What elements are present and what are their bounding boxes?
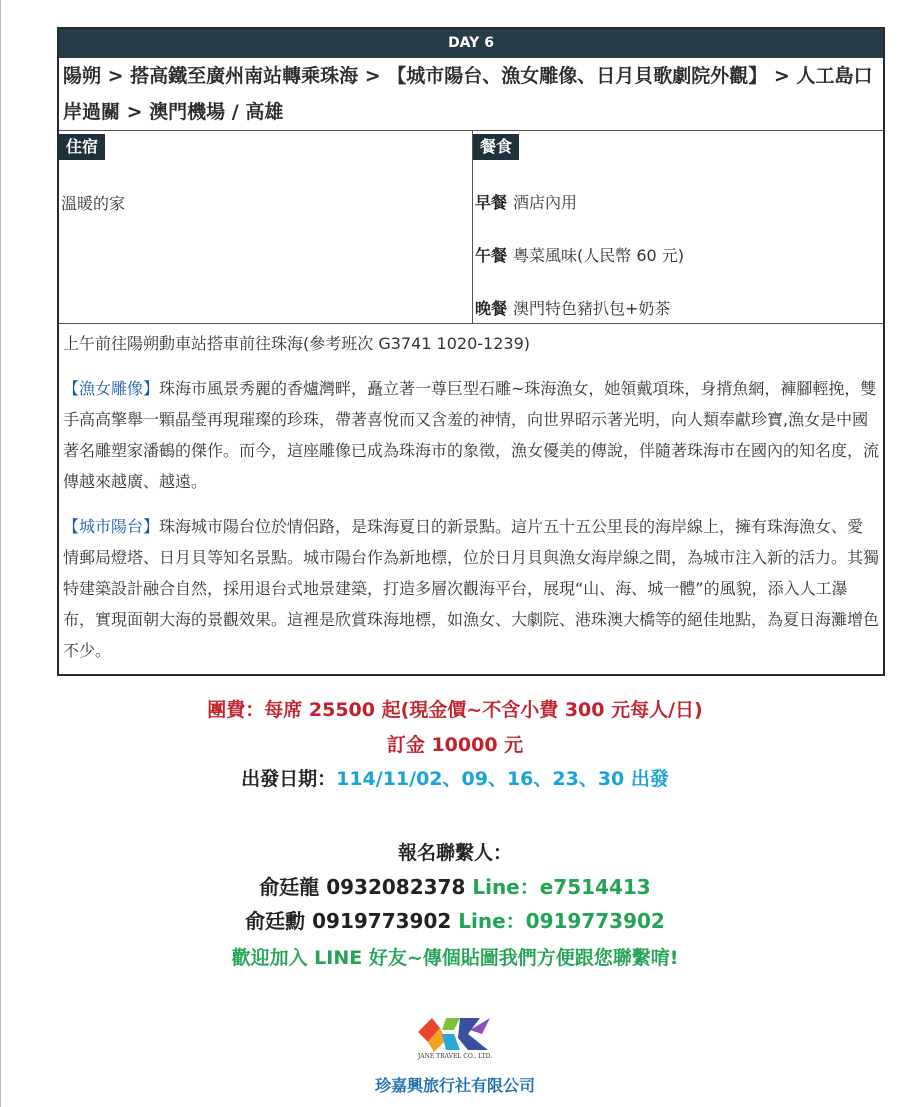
section-fisher-girl [63,373,879,497]
deposit: 訂金 10000 元 [386,734,524,756]
meal-dinner-value: 澳門特色豬扒包+奶茶 [513,299,671,318]
meal-label: 餐食 [473,134,519,160]
line-welcome-text: 歡迎加入 LINE 好友~傳個貼圖我們方便跟您聯繫唷! [231,947,679,969]
meal-lunch [475,243,684,266]
meal-breakfast-value: 酒店內用 [513,193,578,212]
meal-dinner [475,296,670,319]
departure-dates [0,764,910,791]
tour-fee: 團費：每席 25500 起(現金價~不含小費 300 元每人/日) [207,699,703,721]
route-title: 陽朔 > 搭高鐵至廣州南站轉乘珠海 > 【城市陽台、漁女雕像、日月貝歌劇院外觀】 > 人工島口岸過關 > 澳門機場 / 高雄 [59,58,883,131]
contact-person-1 [0,871,910,900]
section-city-balcony-text: 珠海城市陽台位於情侶路，是珠海夏日的新景點。這片五十五公里長的海岸線上，擁有珠海漁女、愛情郵局燈塔、日月貝等知名景點。城市陽台作為新地標，位於日月貝與漁女海岸線之間，為城市注入新的活力。其獨特建築設計融合自然，採用退台式地景建築，打造多層次觀海平台，展現“山、海、城一體”的風貌，添入人工瀑布，實現面朝大海的景觀效果。這裡是欣賞珠海地標，如漁女、大劇院、港珠澳大橋等的絕佳地點，為夏日海灘增色不少。 [63,517,880,660]
company-name: 珍嘉興旅行社有限公司 [374,1076,535,1095]
contact-1-line: Line：e7514413 [472,875,651,899]
meal-breakfast [475,190,577,213]
logo-subtitle: JANE TRAVEL CO., LTD. [417,1053,493,1060]
contact-2-line: Line：0919773902 [458,909,665,933]
contact-title: 報名聯繫人： [397,842,512,864]
day-itinerary-table [57,27,885,676]
itinerary-description [59,324,883,674]
stay-value: 溫暖的家 [61,194,126,213]
stay-column [59,131,473,323]
section-city-balcony [63,511,879,666]
meal-column [473,131,883,323]
departure-date-list: 114/11/02、09、16、23、30 出發 [336,768,669,790]
meal-lunch-name: 午餐 [475,246,508,265]
meal-lunch-value: 粵菜風味(人民幣 60 元) [513,246,685,265]
contact-person-2 [0,905,910,934]
contact-2-name-phone: 俞廷勳 0919773902 [245,909,452,933]
stay-label: 住宿 [59,134,105,160]
section-fisher-girl-title: 【漁女雕像】 [63,379,160,398]
section-city-balcony-title: 【城市陽台】 [63,517,160,536]
departure-label: 出發日期： [241,768,337,790]
day-header: DAY 6 [59,29,883,58]
meal-dinner-name: 晚餐 [475,299,508,318]
meal-breakfast-name: 早餐 [475,193,508,212]
contact-1-name-phone: 俞廷龍 0932082378 [259,875,466,899]
page-left-rule [0,0,1,1107]
description-intro: 上午前往陽朔動車站搭車前往珠海(參考班次 G3741 1020-1239) [63,334,530,353]
section-fisher-girl-text: 珠海市風景秀麗的香爐灣畔，矗立著一尊巨型石雕~珠海漁女，她領戴項珠，身揹魚網，褲腳輕挽，雙手高高擎舉一顆晶瑩再現璀璨的珍珠，帶著喜悅而又含羞的神情，向世界昭示著光明，向人類奉獻珍寶,漁女是中國著名雕塑家潘鶴的傑作。而今，這座雕像已成為珠海市的象徵，漁女優美的傳說，伴隨著珠海市在國內的知名度，流傳越來越廣、越遠。 [63,379,880,491]
stay-meal-row [59,131,883,324]
